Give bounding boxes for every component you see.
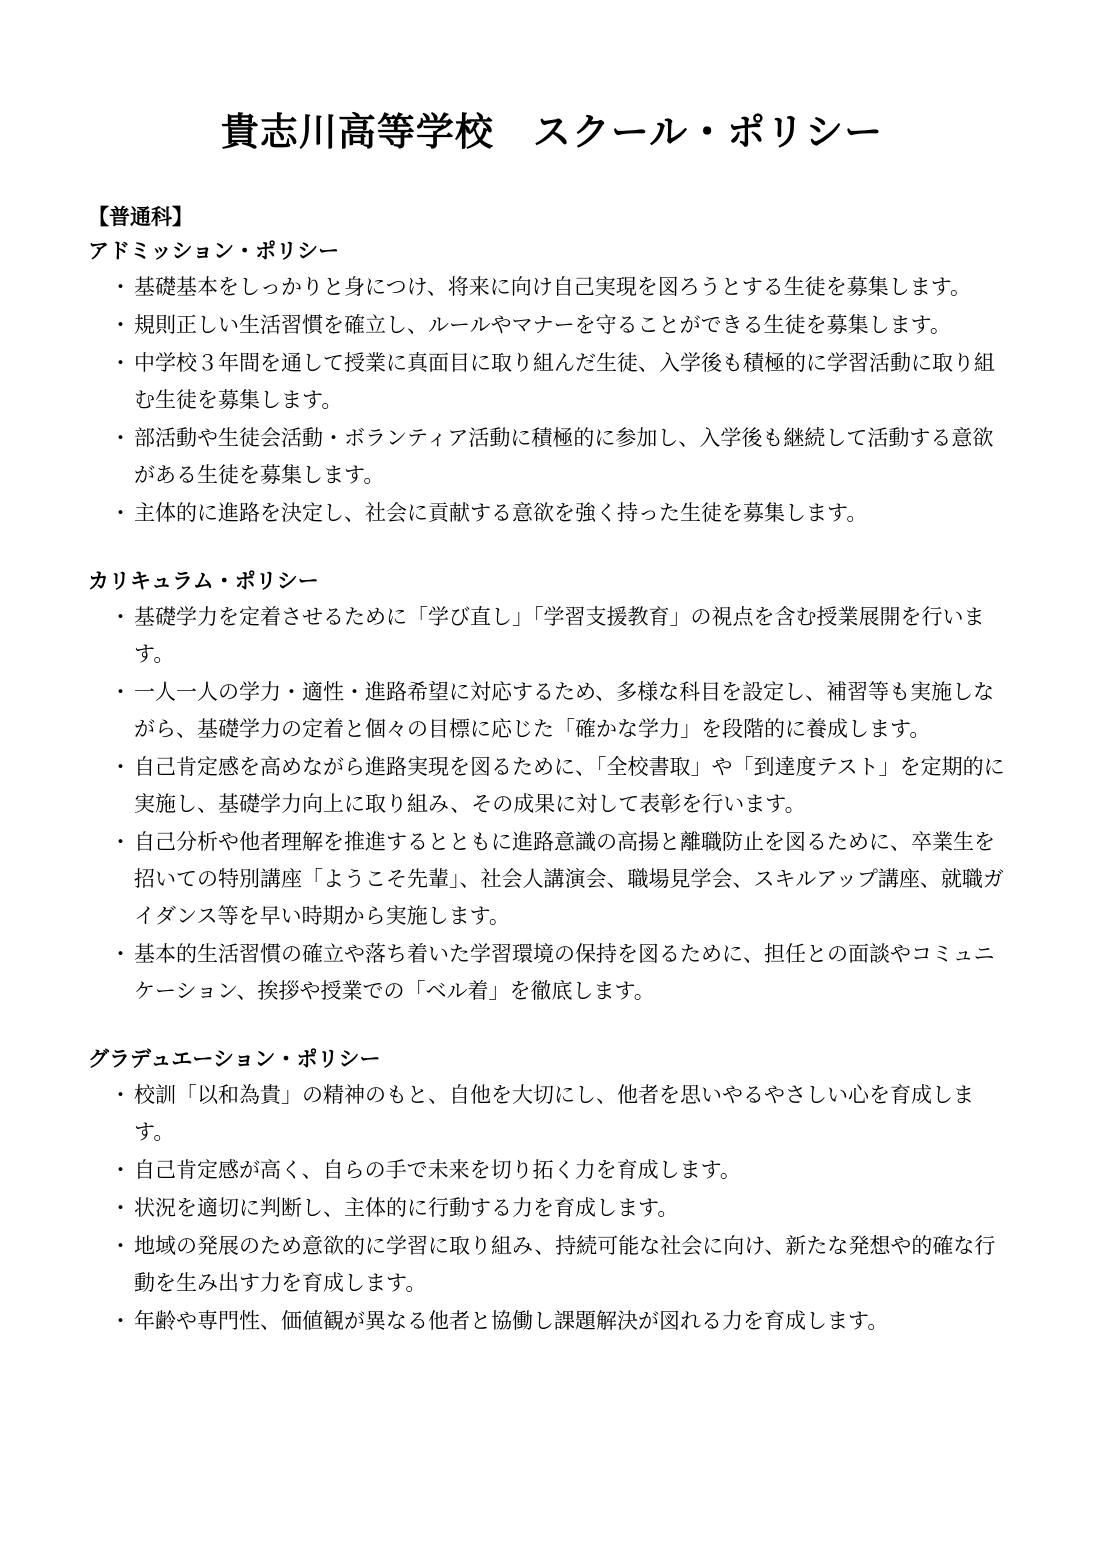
bullet-mark: ・ — [110, 942, 131, 966]
bullet-mark: ・ — [110, 275, 131, 299]
bullet-mark: ・ — [110, 605, 131, 629]
bullet-mark: ・ — [110, 1196, 131, 1220]
bullet-mark: ・ — [110, 830, 131, 854]
section-heading: アドミッション・ポリシー — [88, 239, 340, 263]
item-text: 基礎学力を定着させるために「学び直し」「学習支援教育」の視点を含む授業展開を行います。 — [134, 605, 985, 666]
admission-policy-section — [88, 234, 1008, 532]
list-item — [88, 345, 1008, 419]
list-item — [88, 1077, 1008, 1151]
item-text: 状況を適切に判断し、主体的に行動する力を育成します。 — [134, 1196, 679, 1220]
section-heading: カリキュラム・ポリシー — [88, 569, 319, 593]
list-item — [88, 824, 1008, 935]
bullet-mark: ・ — [110, 1083, 131, 1107]
department-label: 【普通科】 — [88, 205, 193, 229]
policy-list — [88, 269, 1008, 532]
item-text: 自己分析や他者理解を推進するとともに進路意識の高揚と離職防止を図るために、卒業生を招いての特別講座「ようこそ先輩」、社会人講演会、職場見学会、スキルアップ講座、就職ガイダンス等を早い時期から実施します。 — [134, 830, 1004, 928]
bullet-mark: ・ — [110, 1309, 131, 1333]
section-heading: グラデュエーション・ポリシー — [88, 1047, 381, 1071]
item-text: 一人一人の学力・適性・進路希望に対応するため、多様な科目を設定し、補習等も実施しながら、基礎学力の定着と個々の目標に応じた「確かな学力」を段階的に養成します。 — [134, 680, 995, 741]
list-item — [88, 1303, 1008, 1340]
list-item — [88, 495, 1008, 532]
item-text: 基礎基本をしっかりと身につけ、将来に向け自己実現を図ろうとする生徒を募集します。 — [134, 275, 972, 299]
list-item — [88, 420, 1008, 494]
item-text: 中学校３年間を通して授業に真面目に取り組んだ生徒、入学後も積極的に学習活動に取り組む生徒を募集します。 — [134, 351, 995, 412]
list-item — [88, 307, 1008, 344]
list-item — [88, 1228, 1008, 1302]
document-body — [88, 200, 1008, 1340]
item-text: 規則正しい生活習慣を確立し、ルールやマナーを守ることができる生徒を募集します。 — [134, 313, 951, 337]
item-text: 年齢や専門性、価値観が異なる他者と協働し課題解決が図れる力を育成します。 — [134, 1309, 889, 1333]
bullet-mark: ・ — [110, 755, 131, 779]
bullet-mark: ・ — [110, 1158, 131, 1182]
item-text: 自己肯定感を高めながら進路実現を図るために、「全校書取」や「到達度テスト」を定期的に実施し、基礎学力向上に取り組み、その成果に対して表彰を行います。 — [134, 755, 1005, 816]
bullet-mark: ・ — [110, 313, 131, 337]
bullet-mark: ・ — [110, 680, 131, 704]
document-title: 貴志川高等学校 スクール・ポリシー — [220, 110, 884, 154]
bullet-mark: ・ — [110, 351, 131, 375]
curriculum-policy-section — [88, 564, 1008, 1010]
list-item — [88, 269, 1008, 306]
list-item — [88, 936, 1008, 1010]
list-item — [88, 1152, 1008, 1189]
list-item — [88, 674, 1008, 748]
policy-list — [88, 1077, 1008, 1340]
item-text: 校訓「以和為貴」の精神のもと、自他を大切にし、他者を思いやるやさしい心を育成します。 — [134, 1083, 974, 1144]
bullet-mark: ・ — [110, 501, 131, 525]
item-text: 自己肯定感が高く、自らの手で未来を切り拓く力を育成します。 — [134, 1158, 741, 1182]
policy-list — [88, 599, 1008, 1010]
item-text: 基本的生活習慣の確立や落ち着いた学習環境の保持を図るために、担任との面談やコミュニケーション、挨拶や授業での「ベル着」を徹底します。 — [134, 942, 995, 1003]
bullet-mark: ・ — [110, 1234, 131, 1258]
item-text: 主体的に進路を決定し、社会に貢献する意欲を強く持った生徒を募集します。 — [134, 501, 868, 525]
item-text: 部活動や生徒会活動・ボランティア活動に積極的に参加し、入学後も継続して活動する意欲がある生徒を募集します。 — [134, 426, 994, 487]
list-item — [88, 599, 1008, 673]
bullet-mark: ・ — [110, 426, 131, 450]
list-item — [88, 1190, 1008, 1227]
item-text: 地域の発展のため意欲的に学習に取り組み、持続可能な社会に向け、新たな発想や的確な行動を生み出す力を育成します。 — [134, 1234, 996, 1295]
list-item — [88, 749, 1008, 823]
graduation-policy-section — [88, 1042, 1008, 1340]
